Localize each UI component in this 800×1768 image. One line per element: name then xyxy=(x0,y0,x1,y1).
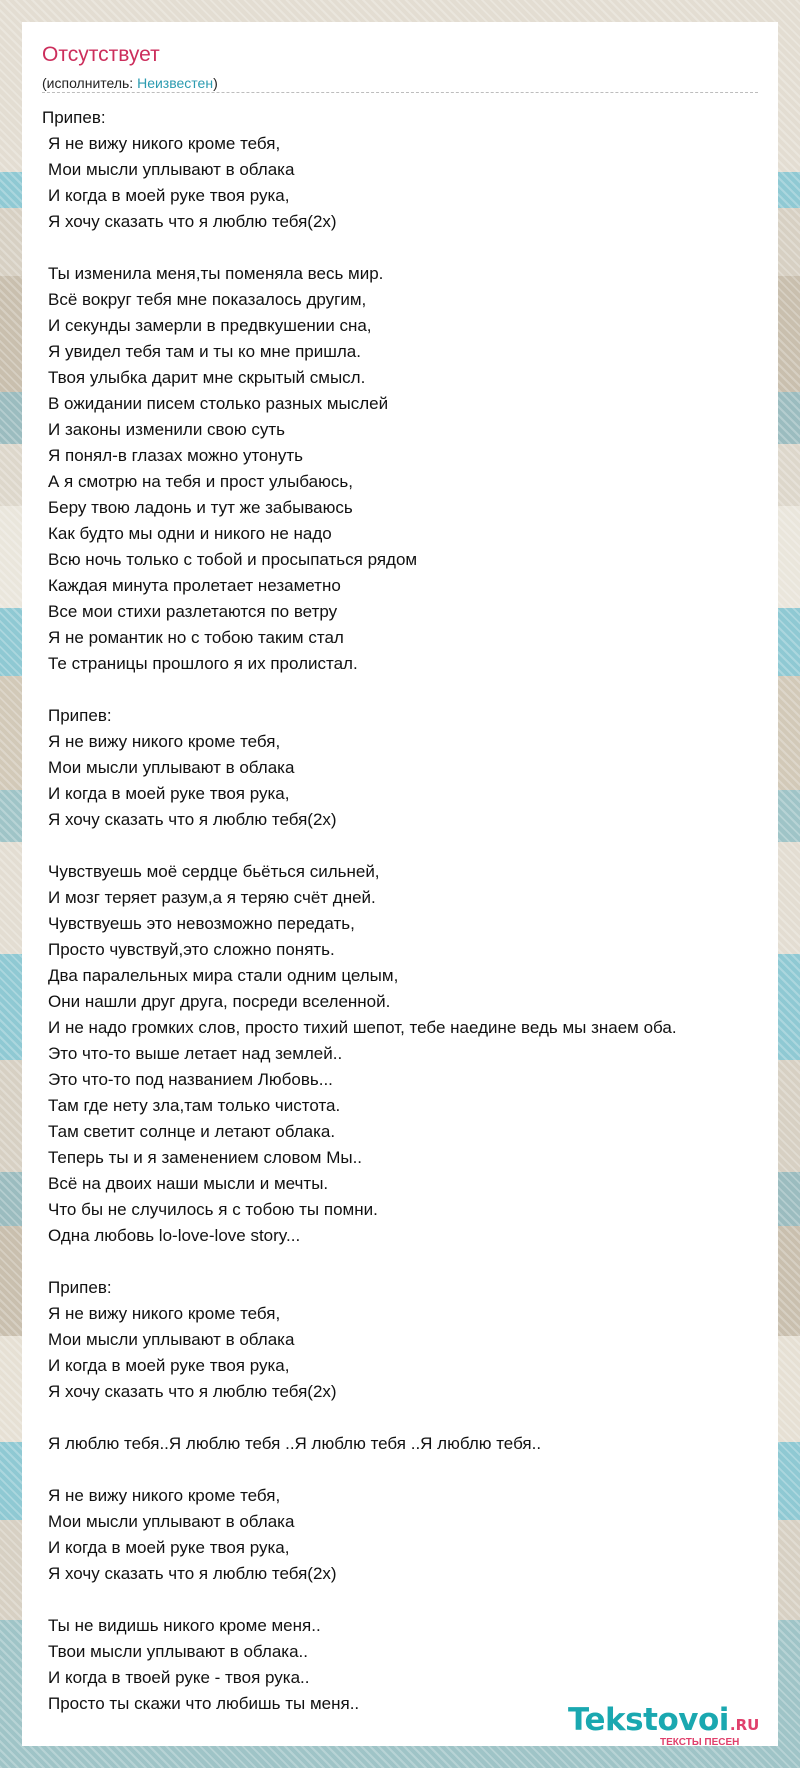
lyric-line: Я не романтик но с тобою таким стал xyxy=(48,628,344,647)
lyric-line: Я люблю тебя..Я люблю тебя ..Я люблю тебя ..Я люблю тебя.. xyxy=(48,1434,542,1453)
lyric-line: Я хочу сказать что я люблю тебя(2х) xyxy=(48,810,337,829)
lyric-line: Я увидел тебя там и ты ко мне пришла. xyxy=(48,342,361,361)
lyric-line: Ты изменила меня,ты поменяла весь мир. xyxy=(48,264,384,283)
lyric-line: Твои мысли уплывают в облака.. xyxy=(48,1642,308,1661)
artist-link[interactable]: Неизвестен xyxy=(137,75,214,91)
lyric-line: И когда в моей руке твоя рука, xyxy=(48,784,290,803)
lyric-blank-line xyxy=(42,1405,778,1431)
lyric-line: Всё на двоих наши мысли и мечты. xyxy=(48,1174,329,1193)
lyric-line: Мои мысли уплывают в облака xyxy=(48,160,295,179)
lyric-line: И когда в моей руке твоя рука, xyxy=(48,1356,290,1375)
lyric-blank-line xyxy=(42,1457,778,1483)
lyric-line: И когда в твоей руке - твоя рука.. xyxy=(48,1668,310,1687)
lyric-line: Я не вижу никого кроме тебя, xyxy=(48,732,281,751)
lyric-line: Там светит солнце и летают облака. xyxy=(48,1122,336,1141)
lyric-line: Припев: xyxy=(48,1278,112,1297)
song-title: Отсутствует xyxy=(42,43,160,66)
lyric-blank-line xyxy=(42,1587,778,1613)
lyric-line: Одна любовь lo-love-love story... xyxy=(48,1226,301,1245)
lyric-blank-line xyxy=(42,235,778,261)
lyric-line: Чувствуешь моё сердце бьёться сильней, xyxy=(48,862,380,881)
lyric-line: Они нашли друг друга, посреди вселенной. xyxy=(48,992,391,1011)
lyric-line: Я хочу сказать что я люблю тебя(2х) xyxy=(48,1564,337,1583)
logo-tld: .RU xyxy=(729,1716,760,1734)
lyrics-body xyxy=(42,105,778,1717)
lyric-line: Твоя улыбка дарит мне скрытый смысл. xyxy=(48,368,366,387)
lyric-line: Мои мысли уплывают в облака xyxy=(48,758,295,777)
lyric-line: Я хочу сказать что я люблю тебя(2х) xyxy=(48,1382,337,1401)
lyric-line: И когда в моей руке твоя рука, xyxy=(48,186,290,205)
lyric-line: И когда в моей руке твоя рука, xyxy=(48,1538,290,1557)
lyric-line: Всю ночь только с тобой и просыпаться рядом xyxy=(48,550,418,569)
lyric-line: Теперь ты и я заменением словом Мы.. xyxy=(48,1148,363,1167)
lyric-line: И мозг теряет разум,а я теряю счёт дней. xyxy=(48,888,376,907)
lyric-blank-line xyxy=(42,833,778,859)
lyric-line: Каждая минута пролетает незаметно xyxy=(48,576,341,595)
lyric-line: В ожидании писем столько разных мыслей xyxy=(48,394,389,413)
lyric-line: Это что-то выше летает над землей.. xyxy=(48,1044,343,1063)
lyric-line: Я не вижу никого кроме тебя, xyxy=(48,1304,281,1323)
title-divider xyxy=(42,92,758,93)
lyric-line: Припев: xyxy=(42,108,106,127)
lyrics-card xyxy=(22,22,778,1746)
lyric-blank-line xyxy=(42,1249,778,1275)
artist-line xyxy=(42,74,218,92)
lyric-line: Беру твою ладонь и тут же забываюсь xyxy=(48,498,353,517)
lyric-line: Мои мысли уплывают в облака xyxy=(48,1330,295,1349)
artist-suffix: ) xyxy=(213,75,218,91)
artist-prefix: (исполнитель: xyxy=(42,75,138,91)
lyric-line: Я не вижу никого кроме тебя, xyxy=(48,1486,281,1505)
lyric-line: Всё вокруг тебя мне показалось другим, xyxy=(48,290,367,309)
lyric-line: Два паралельных мира стали одним целым, xyxy=(48,966,399,985)
site-logo[interactable] xyxy=(568,1703,759,1763)
lyric-line: Я понял-в глазах можно утонуть xyxy=(48,446,304,465)
lyric-blank-line xyxy=(42,677,778,703)
lyric-line: И не надо громких слов, просто тихий шепот, тебе наедине ведь мы знаем оба. xyxy=(48,1018,677,1037)
lyric-line: Припев: xyxy=(48,706,112,725)
logo-wordmark: Tekstovoi xyxy=(568,1702,729,1738)
lyric-line: Это что-то под названием Любовь... xyxy=(48,1070,333,1089)
lyric-line: Я хочу сказать что я люблю тебя(2х) xyxy=(48,212,337,231)
lyric-line: Там где нету зла,там только чистота. xyxy=(48,1096,341,1115)
lyric-line: И секунды замерли в предвкушении сна, xyxy=(48,316,372,335)
lyric-line: Просто чувствуй,это сложно понять. xyxy=(48,940,335,959)
lyric-line: Все мои стихи разлетаются по ветру xyxy=(48,602,338,621)
lyric-line: Ты не видишь никого кроме меня.. xyxy=(48,1616,321,1635)
logo-tagline: ТЕКСТЫ ПЕСЕН xyxy=(660,1737,740,1748)
lyric-line: Мои мысли уплывают в облака xyxy=(48,1512,295,1531)
lyric-line: А я смотрю на тебя и прост улыбаюсь, xyxy=(48,472,353,491)
lyric-line: И законы изменили свою суть xyxy=(48,420,285,439)
lyric-line: Как будто мы одни и никого не надо xyxy=(48,524,332,543)
lyric-line: Те страницы прошлого я их пролистал. xyxy=(48,654,358,673)
lyric-line: Что бы не случилось я с тобою ты помни. xyxy=(48,1200,378,1219)
lyric-line: Я не вижу никого кроме тебя, xyxy=(48,134,281,153)
lyric-line: Чувствуешь это невозможно передать, xyxy=(48,914,355,933)
lyric-line: Просто ты скажи что любишь ты меня.. xyxy=(48,1694,360,1713)
